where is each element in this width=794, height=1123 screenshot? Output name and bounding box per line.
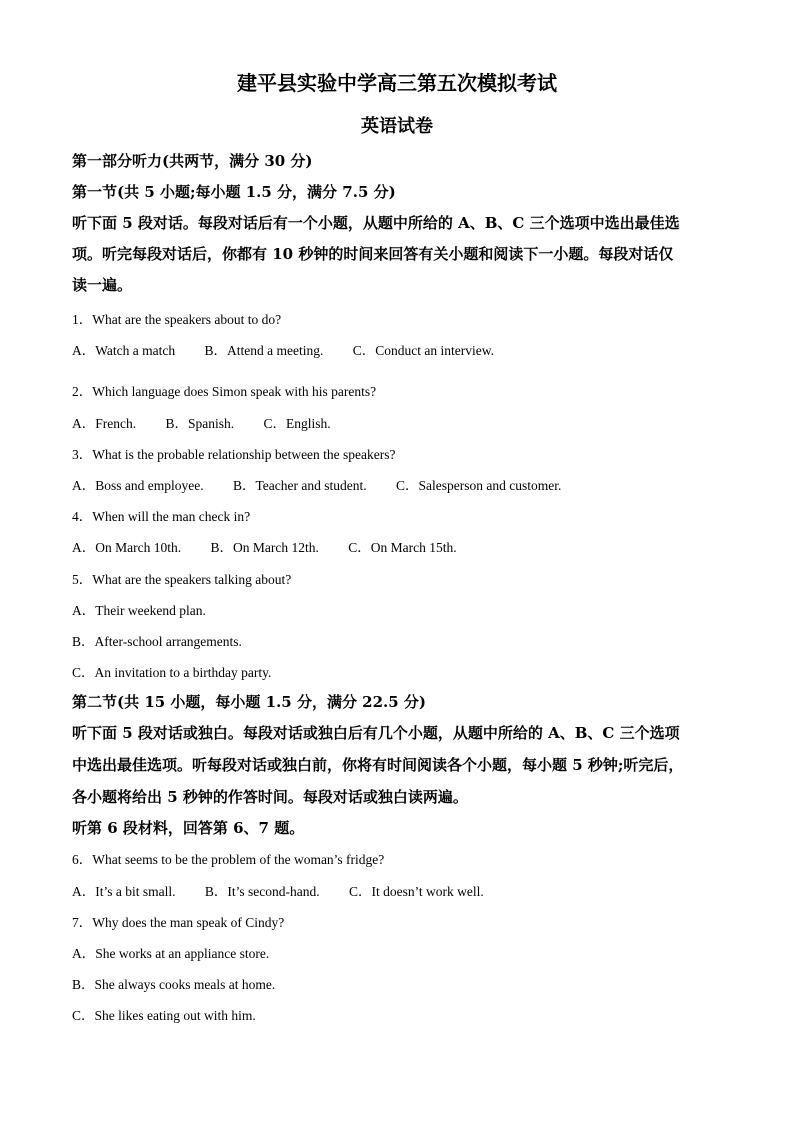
option-c: C．She likes eating out with him. <box>72 1008 256 1023</box>
exam-subtitle: 英语试卷 <box>361 116 433 137</box>
question-5: 5．What are the speakers talking about? <box>72 572 292 587</box>
section1-heading: 第一节(共 5 小题;每小题 1.5 分，满分 7.5 分) <box>72 183 396 201</box>
question-1: 1．What are the speakers about to do? <box>72 312 282 327</box>
question-4: 4．When will the man check in? <box>72 509 251 524</box>
section1-instruction-line: 读一遍。 <box>72 276 133 294</box>
question-4-options <box>72 536 483 556</box>
question-2: 2．Which language does Simon speak with his parents? <box>72 384 377 399</box>
option-a: A．On March 10th. <box>72 540 182 555</box>
option-a: A．Their weekend plan. <box>72 603 206 618</box>
option-c: C．On March 15th. <box>348 540 457 555</box>
option-a: A．It’s a bit small. <box>72 884 176 899</box>
option-c: C．English. <box>263 416 331 431</box>
option-b: B．Teacher and student. <box>232 478 367 493</box>
question-3: 3．What is the probable relationship between the speakers? <box>72 447 396 462</box>
section1-instruction-line: 听下面 5 段对话。每段对话后有一个小题，从题中所给的 A、B、C 三个选项中选出最佳选 <box>72 214 680 232</box>
option-c: C．It doesn’t work well. <box>348 884 484 899</box>
section2-heading: 第二节(共 15 小题，每小题 1.5 分，满分 22.5 分) <box>72 693 427 711</box>
option-a: A．Watch a match <box>72 343 176 358</box>
question-3-options <box>72 474 587 494</box>
part1-heading: 第一部分听力(共两节，满分 30 分) <box>72 152 313 170</box>
option-b: B．Attend a meeting. <box>204 343 324 358</box>
option-c: C．An invitation to a birthday party. <box>72 665 272 680</box>
option-b: B．Spanish. <box>165 416 235 431</box>
option-a: A．French. <box>72 416 137 431</box>
question-1-options <box>72 339 520 359</box>
section2-instruction-line: 听下面 5 段对话或独白。每段对话或独白后有几个小题，从题中所给的 A、B、C 三个选项 <box>72 724 680 742</box>
question-7: 7．Why does the man speak of Cindy? <box>72 915 285 930</box>
material-heading: 听第 6 段材料，回答第 6、7 题。 <box>72 819 305 837</box>
section2-instruction-line: 各小题将给出 5 秒钟的作答时间。每段对话或独白读两遍。 <box>72 788 468 806</box>
section2-instruction-line: 中选出最佳选项。听每段对话或独白前，你将有时间阅读各个小题，每小题 5 秒钟;听完后， <box>72 756 684 774</box>
question-6-options <box>72 880 510 900</box>
question-2-options <box>72 412 357 432</box>
option-b: B．After-school arrangements. <box>72 634 242 649</box>
option-c: C．Conduct an interview. <box>352 343 494 358</box>
exam-title: 建平县实验中学高三第五次模拟考试 <box>237 71 557 95</box>
option-b: B．It’s second-hand. <box>204 884 320 899</box>
option-a: A．Boss and employee. <box>72 478 204 493</box>
question-6: 6．What seems to be the problem of the woman’s fridge? <box>72 852 385 867</box>
option-c: C．Salesperson and customer. <box>396 478 562 493</box>
option-b: B．She always cooks meals at home. <box>72 977 276 992</box>
option-a: A．She works at an appliance store. <box>72 946 270 961</box>
section1-instruction-line: 项。听完每段对话后，你都有 10 秒钟的时间来回答有关小题和阅读下一小题。每段对话仅 <box>72 245 674 263</box>
option-b: B．On March 12th. <box>210 540 319 555</box>
